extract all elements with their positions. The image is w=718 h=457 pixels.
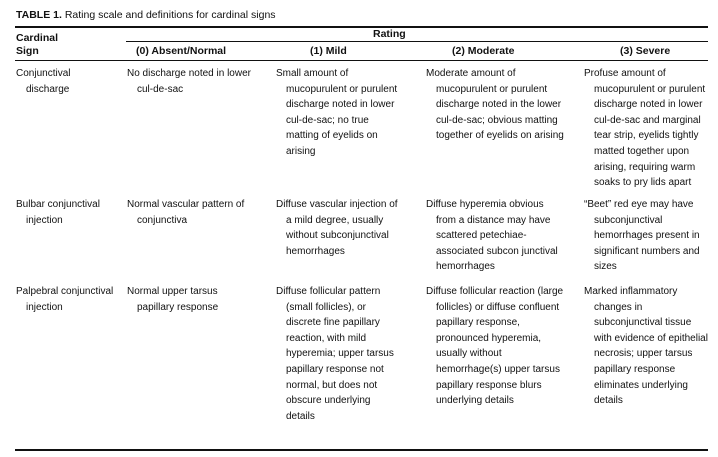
header-rating: Rating bbox=[373, 28, 406, 40]
table-row-1-mild: Small amount of mucopurulent or purulent discharge noted in lower cul-de-sac; no true matting of eyelids on arising bbox=[276, 68, 398, 157]
table-caption-label: TABLE 1. bbox=[16, 9, 62, 21]
table-row-1-severe: Profuse amount of mucopurulent or purulent discharge noted in lower cul-de-sac and marginal tear strip, eyelids tightly matted together upon arising, requiring warm soaks to pry lids apart bbox=[584, 68, 706, 189]
table-row-2-sign: Bulbar conjunctival injection bbox=[16, 199, 100, 226]
table-row-1-sign: Conjunctival discharge bbox=[16, 68, 71, 95]
table-row-2-severe: “Beet” red eye may have subconjunctival hemorrhages present in significant numbers and sizes bbox=[584, 199, 700, 273]
table-caption bbox=[16, 8, 276, 22]
header-rule bbox=[15, 60, 708, 61]
top-rule bbox=[15, 26, 708, 28]
table-row-3-severe: Marked inflammatory changes in subconjunctival tissue with evidence of epithelial necrosis; upper tarsus papillary response eliminates underlying details bbox=[584, 286, 708, 407]
header-level-2: (2) Moderate bbox=[452, 45, 515, 57]
table-row-2-moderate: Diffuse hyperemia obvious from a distance may have scattered petechiae-associated subcon junctival hemorrhages bbox=[426, 199, 558, 273]
header-level-1: (1) Mild bbox=[310, 45, 347, 57]
table-row-2-absent: Normal vascular pattern of conjunctiva bbox=[127, 199, 245, 226]
table-row-3-mild: Diffuse follicular pattern (small follicles), or discrete fine papillary reaction, with mild hyperemia; upper tarsus papillary response not normal, but does not obscure underlying details bbox=[276, 286, 394, 422]
table-row-3-moderate: Diffuse follicular reaction (large follicles) or diffuse confluent papillary response, pronounced hyperemia, usually without hemorrhage(s) upper tarsus papillary response blurs underlying details bbox=[426, 286, 564, 407]
table-caption-text: Rating scale and definitions for cardinal signs bbox=[64, 9, 276, 21]
header-level-0: (0) Absent/Normal bbox=[136, 45, 227, 57]
table-row-3-absent: Normal upper tarsus papillary response bbox=[127, 286, 219, 313]
table-row-1-moderate: Moderate amount of mucopurulent or purulent discharge noted in the lower cul-de-sac; obvious matting together of eyelids on arising bbox=[426, 68, 564, 142]
table-row-2-mild: Diffuse vascular injection of a mild degree, usually without subconjunctival hemorrhages bbox=[276, 199, 398, 257]
bottom-rule bbox=[15, 449, 708, 451]
table-row-3-sign: Palpebral conjunctival injection bbox=[16, 286, 114, 313]
table-row-1-absent: No discharge noted in lower cul-de-sac bbox=[127, 68, 251, 95]
header-cardinal-sign: Cardinal Sign bbox=[16, 32, 59, 57]
rating-span-rule bbox=[126, 41, 708, 42]
header-level-3: (3) Severe bbox=[620, 45, 671, 57]
